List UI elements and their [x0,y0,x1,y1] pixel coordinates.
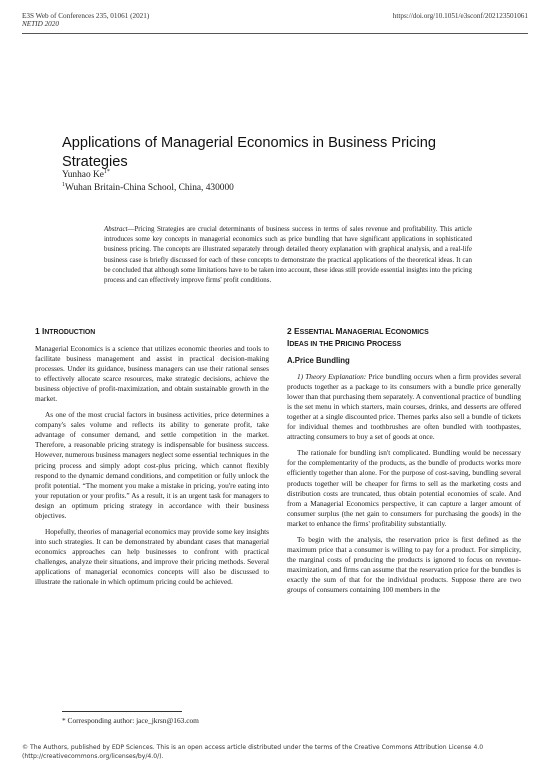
paragraph: To begin with the analysis, the reservation price is first defined as the maximum price that a consumer is willing to pay for a product. For simplicity, the marginal costs of producing the products is ignored to focus on revenue-maximization, and firms can assume that the reservation price for the bundles is exactly the sum of that for the individual products. Suppose there are two groups of consumers containing 100 members in the [287,534,521,594]
paragraph: The rationale for bundling isn't complicated. Bundling would be necessary for the complementarity of the products, as the bundle of products works more efficiently together than alone. For the purpose of cost-saving, bundling several products together will be cheaper for firms to sell as the marketing costs and distribution costs are truncated, thus obtain potential economies of scale. And from a Managerial Economics perspective, it can capture a larger amount of consumer surplus (the net gain to consumers for purchasing the goods) in the market to enhance the firms' profitability substantially. [287,448,521,528]
paragraph: Managerial Economics is a science that utilizes economic theories and tools to facilitate business management and assist in practical decision-making processes. Under its guidance, business managers can use their rational senses to effectively allocate scarce resources, make strategic decisions, achieve the business objective of profit-maximization, and obtain sustainable growth in the market. [35,344,269,404]
affiliation-superscript: 1 [62,181,65,188]
section-heading-introduction: 1 INTRODUCTION [35,326,96,336]
corresponding-author-footnote: * Corresponding author: jace_jkrsn@163.com [62,716,199,725]
abstract-text: —Pricing Strategies are crucial determinants of business success in terms of sales revenue and profitability. This article introduces some key concepts in managerial economics such as price bundling that have significant applications in sophisticated business pricing. The concepts are illustrated separately through detailed theory explanation with graphical analysis, and a real-life business case is briefly discussed for each of these concepts to demonstrate the practical applications of the theoretical ideas. It can be concluded that although some limitations have to be taken into account, these ideas still provide essential insights into the pricing process and can effectively improve firms' profit conditions. [104,225,472,285]
running-header-left [22,12,149,28]
theory-explanation-label: 1) Theory Explanation: [297,372,367,382]
affiliation-line [62,182,234,194]
paragraph: Hopefully, theories of managerial economics may provide some key insights into such strategies. It can be demonstrated by abundant cases that managerial economics approaches can help businesses to confront with practical challenges, analyze their situations, and improve their pricing methods. Several applications of managerial economics concepts will also be discussed to illustrate the rationale in which optimum pricing could be achieved. [35,526,269,587]
author-name: Yunhao Ke [62,170,104,180]
journal-citation: E3S Web of Conferences 235, 01061 (2021) [22,12,150,20]
author-line [62,169,110,181]
affiliation: Wuhan Britain-China School, China, 430000 [65,183,234,193]
right-column [287,326,521,601]
doi-link[interactable]: https://doi.org/10.1051/e3sconf/202123501061 [392,12,528,20]
paragraph: 1) Theory Explanation: Price bundling occurs when a firm provides several products together as a package to its consumers with a bundle price generally lower than that purchasing them separately. A conventional practice of bundling is the set menu in which starters, main courses, drinks, and desserts are offered together at a single discounted price. Themes parks also sell a bundle of tickets for individual themes and toothbrushes are often bundled with toothpastes, attracting consumers to buy a set of goods at once. [287,372,521,442]
section-heading-essential-ideas: 2 ESSENTIAL MANAGERIAL ECONOMICS IDEAS IN THE PRICING PROCESS [287,326,429,348]
paragraph: As one of the most crucial factors in business activities, price determines a company's sales volume and reflects its ability to generate profit, take advantage of consumer demand, and settle competition in the market. Therefore, a reasonable pricing strategy is indispensable for business success. However, numerous business managers neglect some essential techniques in the pricing process and simply adopt cost-plus pricing, which cannot flexibly respond to the dynamic demand conditions, and competition or fully unlock the profit potential. “The moment you make a mistake in pricing, you're eating into your reputation or your profits.” As a result, it is an urgent task for managers to design an optimum pricing strategy in accordance with their business objectives. [35,410,269,520]
conference-name: NETID 2020 [22,20,59,28]
footnote-rule [62,711,182,712]
subsection-heading-price-bundling: A.Price Bundling [287,356,350,365]
author-superscript: 1* [103,168,110,175]
paper-title: Applications of Managerial Economics in Business Pricing Strategies [62,134,436,170]
left-column [35,326,269,593]
abstract-label: Abstract [104,225,128,233]
header-rule [22,33,528,34]
abstract [104,224,472,285]
license-footer: © The Authors, published by EDP Sciences. This is an open access article distributed under the terms of the Creative Commons Attribution License 4.0 (http://creativecommons.org/licenses/by/4.0/). [22,744,484,760]
